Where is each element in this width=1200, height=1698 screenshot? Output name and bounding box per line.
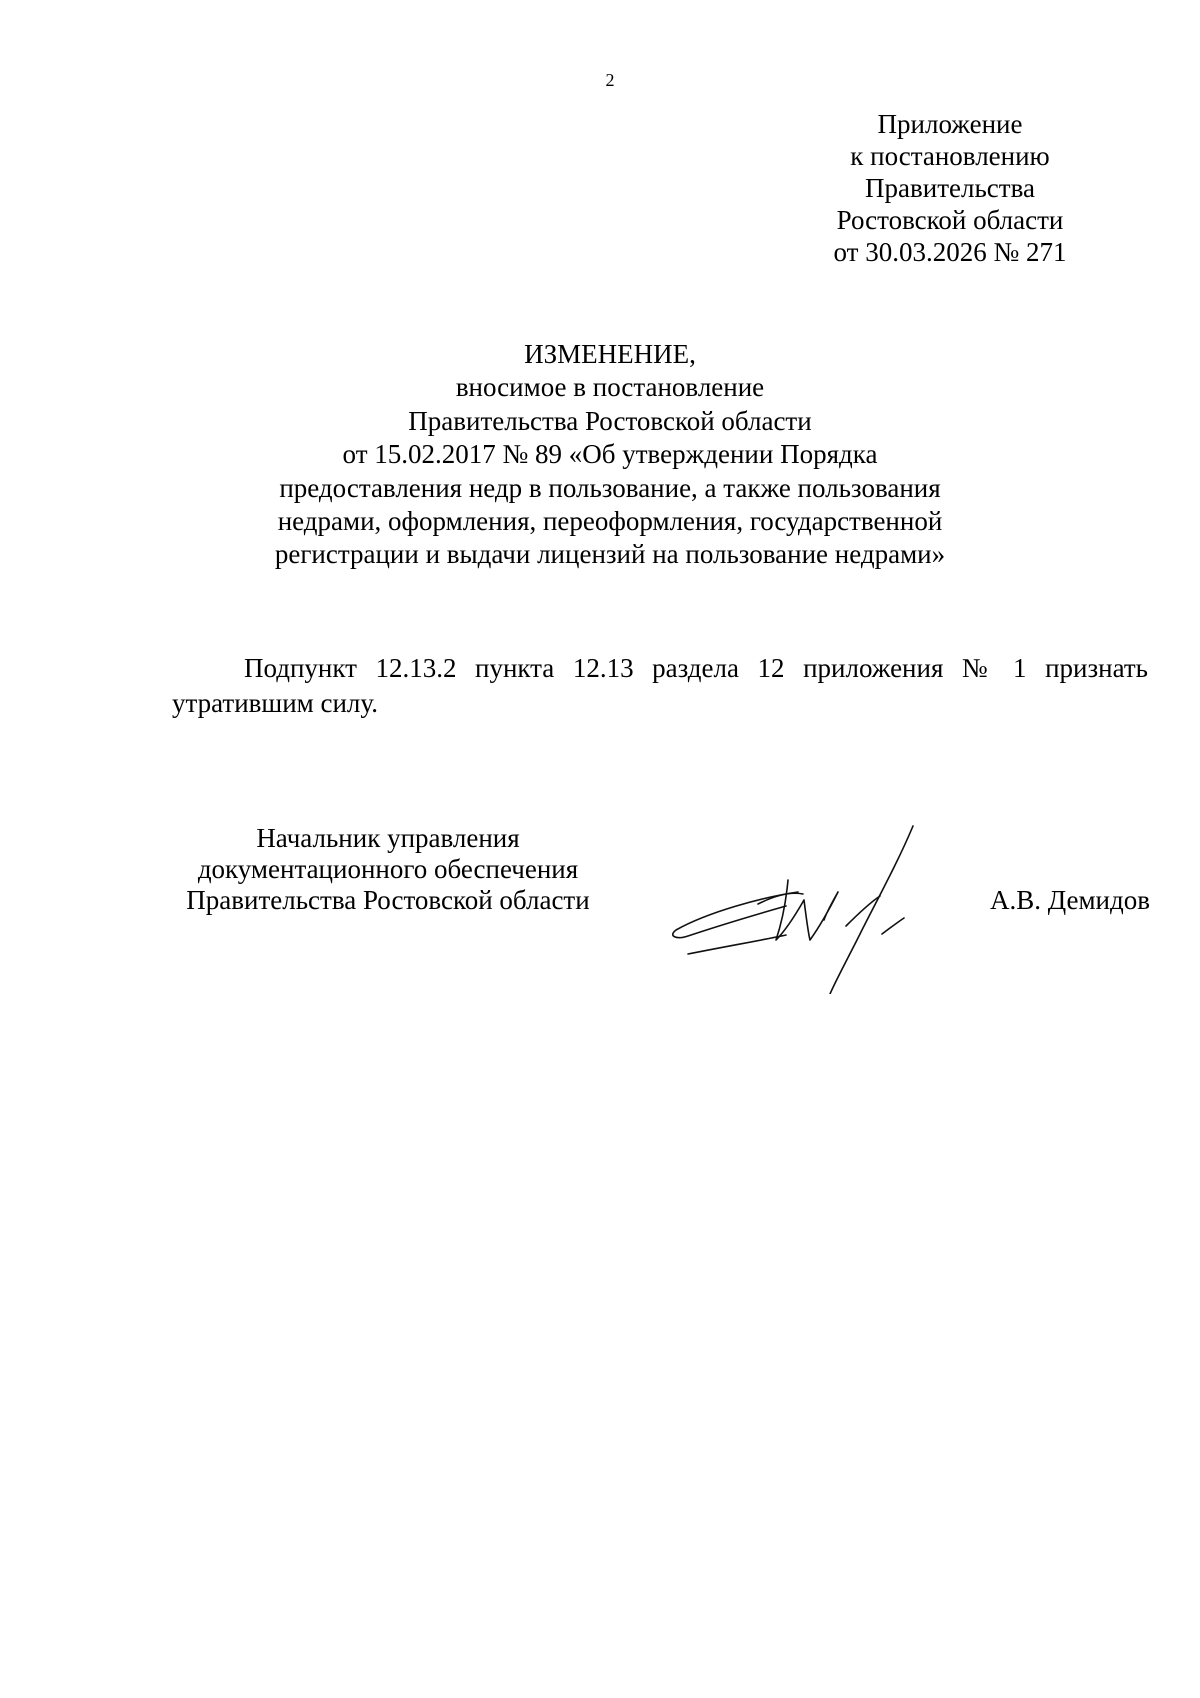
appendix-line: Правительства <box>865 173 1035 203</box>
title-heading: ИЗМЕНЕНИЕ, <box>524 339 696 369</box>
body-line: Подпункт 12.13.2 пункта 12.13 раздела 12 приложения № 1 признать <box>244 653 1148 683</box>
document-title <box>200 338 1020 572</box>
title-line: от 15.02.2017 № 89 «Об утверждении Порядка <box>342 439 878 470</box>
title-line: Правительства Ростовской области <box>408 405 812 436</box>
signer-position <box>168 823 608 916</box>
appendix-line: Приложение <box>877 109 1023 139</box>
signer-position-line: документационного обеспечения <box>197 854 579 884</box>
title-line: регистрации и выдачи лицензий на пользование недрами» <box>274 539 946 570</box>
title-line: недрами, оформления, переоформления, государственной <box>277 506 943 537</box>
appendix-line: от 30.03.2026 № 271 <box>833 237 1067 267</box>
title-line: предоставления недр в пользование, а также пользования <box>279 472 941 503</box>
appendix-line: к постановлению <box>850 141 1050 171</box>
appendix-line: Ростовской области <box>836 205 1064 235</box>
body-line: утратившим силу. <box>172 688 378 718</box>
signer-position-line: Правительства Ростовской области <box>186 885 590 915</box>
body-paragraph <box>172 651 1148 721</box>
page-number: 2 <box>605 70 615 90</box>
title-line: вносимое в постановление <box>455 372 765 403</box>
signer-name: А.В. Демидов <box>989 885 1150 915</box>
appendix-reference <box>800 108 1100 268</box>
signer-position-line: Начальник управления <box>256 823 520 853</box>
